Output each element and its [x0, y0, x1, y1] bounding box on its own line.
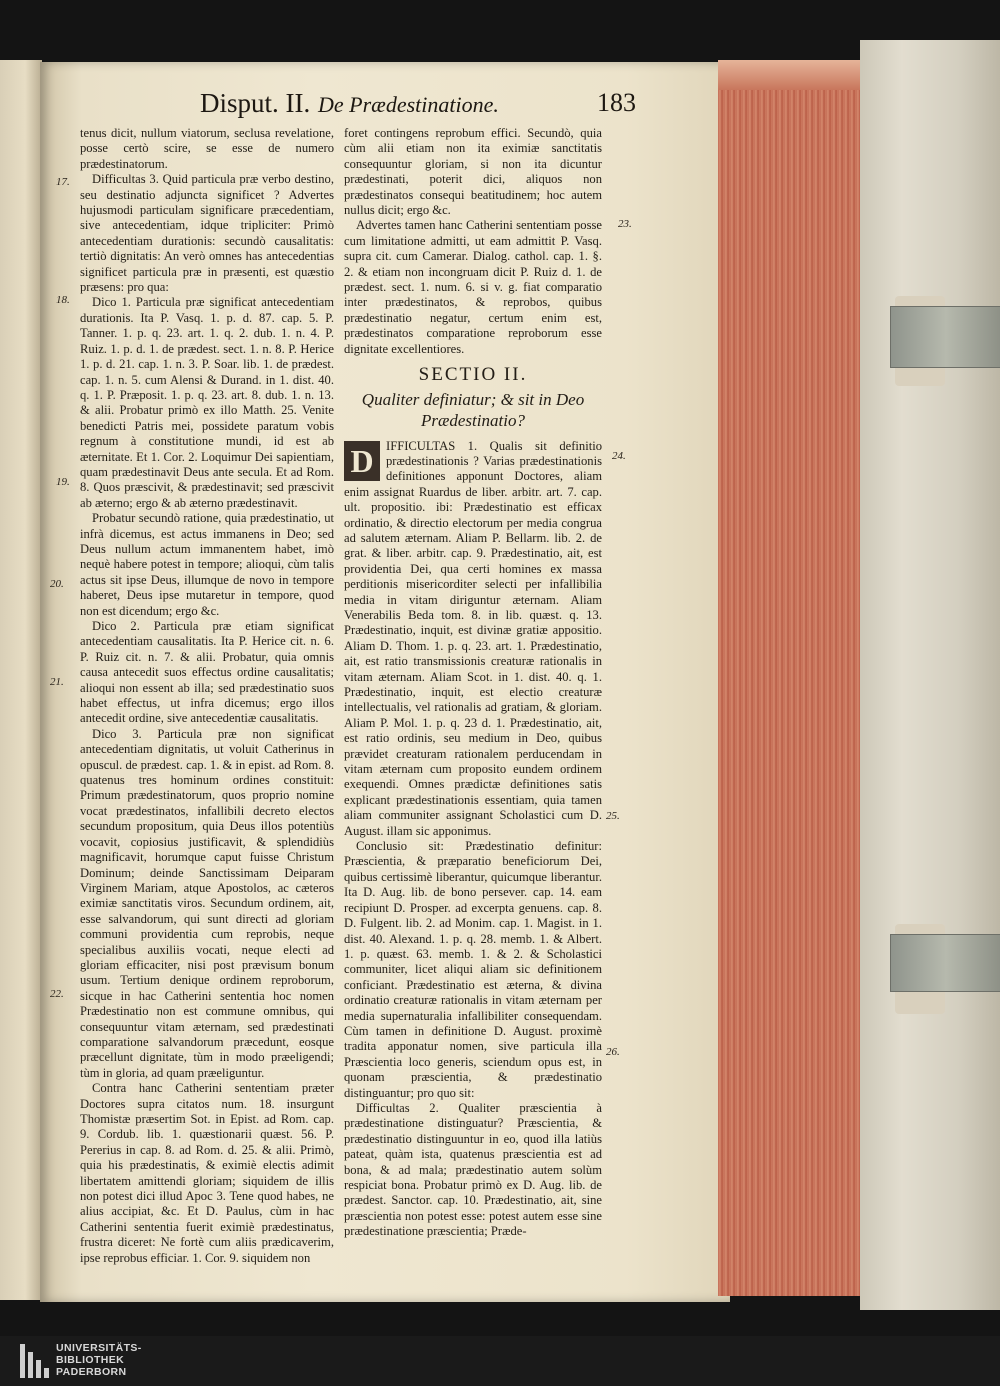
page-number: 183 — [597, 88, 636, 117]
section-heading: SECTIO II. — [418, 364, 528, 386]
library-name-line: BIBLIOTHEK — [56, 1354, 125, 1366]
metal-clasp-bottom — [890, 934, 1000, 992]
running-head — [200, 88, 636, 124]
paragraph: tenus dicit, nullum viatorum, seclusa revelatione, posse certò scire, se esse de numero prædestinatorum. — [80, 126, 334, 171]
library-footer — [0, 1336, 1000, 1386]
running-head-disput: Disput. II. — [200, 88, 311, 118]
metal-clasp-top — [890, 306, 1000, 368]
fore-edge-top — [718, 60, 870, 90]
paragraph: foret contingens reprobum effici. Secundò, quia cùm alii etiam non ita eximiæ sanctitatis consequuntur gloriam, si non ita dicuntur prædestinati, poterit dici, aliquos non prædestinatos consequi beatitudinem; hoc autem nullus dicit; ergo &c. — [344, 126, 602, 218]
running-head-title: De Prædestinatione. — [318, 92, 499, 117]
book-cover-board — [860, 40, 1000, 1310]
margin-number: 23. — [618, 218, 632, 230]
library-name-line: PADERBORN — [56, 1366, 127, 1378]
decorated-initial: D — [344, 441, 380, 481]
margin-number: 26. — [606, 1046, 620, 1058]
paragraph: Advertes tamen hanc Catherini sententiam posse cum limitatione admitti, ut eam admittit P. Vasq. supra cit. cum Camerar. Dialog. cathol. cap. 1. §. 2. & etiam non incongruam dicit P. Ruiz d. 1. de prædest. sect. 1. num. 6. si v. g. fiat comparatio inter prædestinatos, & reprobos, quibus prædestinatio negatur, certum enim est, prædestinatos comparatione reproborum esse dignitate excellentiores. — [344, 218, 602, 356]
library-name — [56, 1342, 142, 1378]
paragraph: Dico 3. Particula præ non significat antecedentiam dignitatis, ut voluit Catherinus in opuscul. de prædest. cap. 1. & in epist. ad Rom. 8. quatenus tres hominum ordines constituit: Primum prædestinatorum, quos proprio nomine vocat prædestinatos, infallibili decreto electos secundum propositum, quia Deus illos potentiùs vocavit, copiosius justificavit, & splendidiùs magnificavit, horumque caput fuisse Christum Dominum; deinde Sanctissimam Deiparam Virginem Mariam, atque Apostolos, ac cæteros eximiæ sanctitatis viros. Secundum ordinem, ait, esse salvandorum, qui sunt directi ad gloriam communi providentia cum reprobis, neque specialibus auxiliis vocati, neque electi ad gloriam efficaciter, nisi post prævisum bonum usum. Tertium denique ordinem reproborum, sicque in hac Catherini sententia hoc nomen Prædestinatio non est commune omnibus, qui consequuntur vitam æternam, sed prædestinati comparatione salvandorum præcedunt, eosque præcellunt dignitate, tùm in modo præeligendi; tùm in gloria, ad quam præeliguntur. — [80, 726, 334, 1080]
text-column-left — [80, 126, 334, 1266]
margin-number: 24. — [612, 450, 626, 462]
red-fore-edge — [718, 60, 870, 1296]
paragraph-dropcap — [344, 439, 602, 840]
margin-number: 18. — [56, 294, 70, 306]
paragraph-text: IFFICULTAS 1. Qualis sit definitio prædestinationis ? Varias prædestinationis definitiones apponunt Doctores, aliam enim assignat Ruardus de liber. arbitr. art. 7. cap. ult. propositio. ibi: Prædestinatio est efficax ordinatio, & directio electorum per media congrua ad salutem æternam. Aliam P. Bellarm. lib. 2. de grat. & liber. arbitr. cap. 9. Prædestinatio, ait, est providentia Dei, qua certi homines ex massa perditionis misericorditer selecti per infallibilia media in vitam diriguntur æternam. Aliam Venerabilis Beda tom. 8. in lib. quæst. q. 13. Prædestinatio, inquit, est divinæ gratiæ appositio. Aliam D. Thom. 1. p. q. 23. art. 1. Prædestinatio, ait, est ratio transmissionis creaturæ rationalis in vitam æternam. Aliam Scot. in 1. dist. 40. q. 1. Prædestinatio, inquit, est electio creaturæ intellectualis, vel rationalis ad gratiam, & gloriam. Aliam P. Mol. 1. p. q. 23 d. 1. Prædestinatio, ait, est ratio ordinis, seu medium in Deo, quibus prævidet creaturam rationalem perducendam in vitam æternam cum proposito eundem ordinem exequendi. Omnes prædictæ definitiones satis explicant prædestinationis essentiam, quia tamen aliam communiter assignant Scholastici cum D. August. illam sic apponimus. — [344, 438, 602, 838]
left-page-edge — [0, 60, 42, 1300]
paragraph: Contra hanc Catherini sententiam præter Doctores supra citatos num. 18. insurgunt Thomistæ præsertim Sot. in Epist. ad Rom. cap. 9. Cordub. lib. 1. quæstionarii quæst. 56. P. Pererius in cap. 8. ad Rom. d. 25. & alii. Primò, quia his prædestinatis, & eximiè electis adimit libertatem amittendi gloriam; siquidem de illis non potest dici illud Apoc 3. Tene quod habes, ne alius accipiat, &c. Et D. Paulus, cùm in hac Catherini sententia fuerit eximiè prædestinatus, frustra diceret: Ne fortè cum aliis prædicaverim, ipse reprobus efficiar. 1. Cor. 9. siquidem non — [80, 1081, 334, 1265]
library-name-line: UNIVERSITÄTS- — [56, 1342, 142, 1354]
margin-number: 19. — [56, 476, 70, 488]
library-logo-icon — [20, 1344, 50, 1378]
paragraph: Difficultas 3. Quid particula præ verbo destino, seu destinatio adjuncta significet ? Advertes hujusmodi particulam significare præcedentiam, sive antecedentiam, idque tripliciter: Primò antecedentiam durationis: secundò causalitatis: tertiò dignitatis: An verò omnes has antecedentias significet particula præ in præsenti, est quæstio præsens: pro qua: — [80, 172, 334, 295]
paragraph: Dico 2. Particula præ etiam significat antecedentiam causalitatis. Ita P. Herice cit. n. 6. P. Ruiz cit. n. 7. & alii. Probatur, quia omnis causa antecedit suos effectus ordine causalitatis; alioqui non essent ab illa; sed prædestinatio suos habet effectus, ut infra dicemus; ergo illos antecedit ordine, sive antecedentiæ causalitatis. — [80, 619, 334, 726]
margin-number: 17. — [56, 176, 70, 188]
margin-number: 21. — [50, 676, 64, 688]
text-column-right — [344, 126, 602, 1240]
margin-number: 25. — [606, 810, 620, 822]
margin-number: 20. — [50, 578, 64, 590]
section-subtitle: Qualiter definiatur; & sit in Deo Prædestinatio? — [361, 389, 585, 430]
paragraph: Probatur secundò ratione, quia prædestinatio, ut infrà dicemus, est actus immanens in Deo; sed Deus nullum actum immanentem habet, imò nequè habere potest in tempore; alioqui, cùm talis actus sit ipse Deus, illumque de novo in tempore haberet, Deus ipse mutaretur in tempore, quod non est dicendum; ergo &c. — [80, 511, 334, 618]
paragraph: Difficultas 2. Qualiter præscientia à prædestinatione distinguatur? Præscientia, & prædestinatio distinguuntur in eo, quod illa latiùs pateat, quàm ista, quatenus præscientia est ad bona, & ad mala; prædestinatio autem solùm respiciat bona. Probatur primò ex D. Aug. lib. de prædest. Sanctor. cap. 10. Prædestinatio, ait, sine præscientia non potest esse: potest autem esse sine prædestinatione præscientia; Præde- — [344, 1100, 602, 1239]
paragraph: Dico 1. Particula præ significat antecedentiam durationis. Ita P. Vasq. 1. p. d. 87. cap. 5. P. Tanner. 1. p. q. 23. art. 1. q. 2. dub. 1. n. 4. P. Ruiz. 1. p. d. 1. de prædest. sect. 1. n. 8. P. Herice 1. p. d. 21. cap. 1. n. 3. P. Soar. lib. 1. de prædest. cap. 1. n. 5. cum Alensi & Durand. in 1. dist. 40. q. 1. P. Præposit. 1. p. q. 23. art. 8. dub. 1. n. 13. & alii. Probatur primò ex illo Matth. 25. Venite benedicti Patris mei, possidete paratum vobis regnum à constitutione mundi, id est ab æternitate. Et 1. Cor. 2. Loquimur Dei sapientiam, quam prædestinavit Deus ante secula. Et ad Rom. 8. Quos præscivit, & prædestinavit; sed præscivit ab æterno; ergo & ab æterno prædestinavit. — [80, 295, 334, 510]
paragraph: Conclusio sit: Prædestinatio definitur: Præscientia, & præparatio beneficiorum Dei, quibus certissimè liberantur, quicumque liberantur. Ita D. Aug. lib. de bono persever. cap. 14. eam recipiunt D. Prosper. ad excerpta genuens. cap. 8. D. Fulgent. lib. 2. ad Monim. cap. 1. Magist. in 1. dist. 40. Alexand. 1. p. q. 28. memb. 1. & Albert. 1. p. quæst. 63. memb. 1. & 2. & Scholastici communiter, licet aliqui aliam sic definitionem conficiant. Prædestinatio est æterna, & divina ordinatio creaturæ rationalis in vitam æternam per media supernaturalia infallibiliter consequendam. Cùm tamen in definitione D. August. proximè tradita apponatur nomen, sive particula illa Præscientia loco generis, sciendum opus est, in quonam præscientia, & prædestinatio distinguantur; pro quo sit: — [344, 839, 602, 1100]
margin-number: 22. — [50, 988, 64, 1000]
